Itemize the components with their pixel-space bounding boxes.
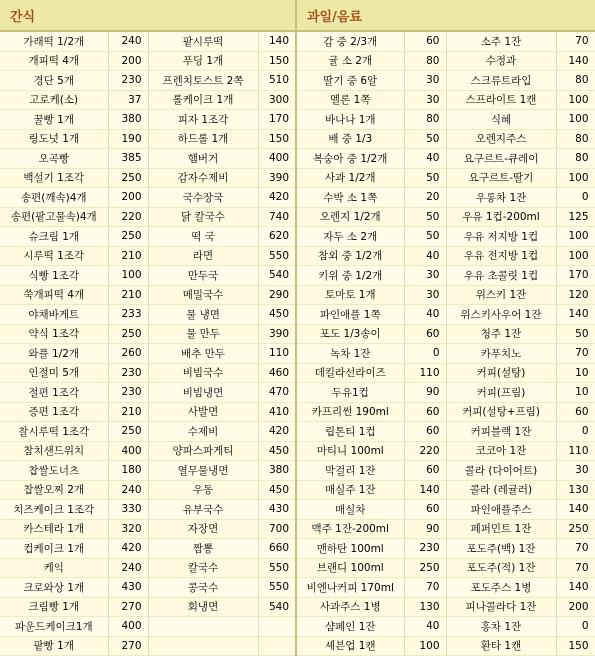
snack-name: 개피떡 4개 [0, 51, 108, 71]
table-row [0, 31, 595, 51]
meal-kcal: 140 [258, 31, 296, 51]
table-row [0, 168, 595, 188]
snack-name: 송편(팥고물속)4개 [0, 207, 108, 227]
meal-kcal: 400 [258, 149, 296, 169]
meal-name: 롤케이크 1개 [148, 90, 258, 110]
snack-kcal: 400 [108, 441, 148, 461]
fruit-name: 립톤티 1컵 [296, 422, 404, 442]
fruit-kcal: 30 [404, 71, 446, 91]
drink-name: 피나콜라다 1잔 [446, 597, 556, 617]
fruit-drink-section-header: 과일/음료 [296, 0, 595, 31]
drink-kcal: 140 [556, 578, 595, 598]
snack-kcal: 100 [108, 266, 148, 286]
snack-name: 시루떡 1조각 [0, 246, 108, 266]
snack-kcal: 230 [108, 363, 148, 383]
meal-name: 메밀국수 [148, 285, 258, 305]
meal-name: 팥시루떡 [148, 31, 258, 51]
drink-name: 식혜 [446, 110, 556, 130]
table-row [0, 519, 595, 539]
table-row [0, 227, 595, 247]
fruit-name: 카프리썬 190ml [296, 402, 404, 422]
fruit-name: 토마토 1개 [296, 285, 404, 305]
fruit-kcal: 60 [404, 422, 446, 442]
snack-name: 증편 1조각 [0, 402, 108, 422]
drink-name: 파인애플주스 [446, 500, 556, 520]
fruit-kcal: 40 [404, 305, 446, 325]
snack-kcal: 250 [108, 324, 148, 344]
meal-name: 하드롤 1개 [148, 129, 258, 149]
meal-name: 콩국수 [148, 578, 258, 598]
meal-name: 닭 칼국수 [148, 207, 258, 227]
drink-name: 수정과 [446, 51, 556, 71]
fruit-name: 배 중 1/3 [296, 129, 404, 149]
fruit-name: 키위 중 1/2개 [296, 266, 404, 286]
meal-name: 감자수제비 [148, 168, 258, 188]
meal-kcal: 700 [258, 519, 296, 539]
drink-kcal: 140 [556, 500, 595, 520]
drink-name: 요구르트-딸기 [446, 168, 556, 188]
meal-kcal: 510 [258, 71, 296, 91]
meal-kcal: 420 [258, 188, 296, 208]
table-row [0, 597, 595, 617]
drink-kcal: 80 [556, 129, 595, 149]
snack-kcal: 210 [108, 285, 148, 305]
table-row [0, 422, 595, 442]
table-row [0, 402, 595, 422]
drink-name: 포도주(적) 1잔 [446, 558, 556, 578]
fruit-name: 딸기 중 6알 [296, 71, 404, 91]
drink-name: 요구르트-큐레이 [446, 149, 556, 169]
drink-kcal: 10 [556, 383, 595, 403]
meal-name: 프렌치토스트 2쪽 [148, 71, 258, 91]
fruit-name: 맨하탄 100ml [296, 539, 404, 559]
fruit-name: 복숭아 중 1/2개 [296, 149, 404, 169]
snack-kcal: 190 [108, 129, 148, 149]
snack-kcal: 37 [108, 90, 148, 110]
snack-name: 찹쌀도너츠 [0, 461, 108, 481]
snack-name: 카스테라 1개 [0, 519, 108, 539]
drink-name: 포도주(백) 1잔 [446, 539, 556, 559]
drink-kcal: 100 [556, 90, 595, 110]
fruit-kcal: 250 [404, 558, 446, 578]
drink-kcal: 100 [556, 227, 595, 247]
snack-kcal: 240 [108, 558, 148, 578]
drink-name: 오렌지주스 [446, 129, 556, 149]
meal-kcal: 540 [258, 597, 296, 617]
snack-kcal: 270 [108, 636, 148, 656]
fruit-kcal: 30 [404, 90, 446, 110]
fruit-kcal: 60 [404, 461, 446, 481]
table-row [0, 149, 595, 169]
drink-name: 우유 초콜릿 1컵 [446, 266, 556, 286]
drink-kcal: 110 [556, 441, 595, 461]
meal-kcal: 450 [258, 441, 296, 461]
fruit-name: 멜론 1쪽 [296, 90, 404, 110]
fruit-name: 데킬라선라이즈 [296, 363, 404, 383]
table-row [0, 71, 595, 91]
drink-kcal: 140 [556, 305, 595, 325]
snack-kcal: 250 [108, 227, 148, 247]
snack-kcal: 240 [108, 480, 148, 500]
drink-name: 카푸치노 [446, 344, 556, 364]
fruit-name: 사과주스 1병 [296, 597, 404, 617]
fruit-kcal: 60 [404, 500, 446, 520]
table-row [0, 110, 595, 130]
drink-kcal: 125 [556, 207, 595, 227]
fruit-kcal: 140 [404, 480, 446, 500]
drink-kcal: 0 [556, 422, 595, 442]
drink-kcal: 70 [556, 539, 595, 559]
drink-kcal: 100 [556, 246, 595, 266]
snack-kcal: 210 [108, 402, 148, 422]
table-row [0, 539, 595, 559]
fruit-name: 막걸리 1잔 [296, 461, 404, 481]
table-row [0, 558, 595, 578]
drink-name: 우유 저지방 1컵 [446, 227, 556, 247]
meal-name: 유부국수 [148, 500, 258, 520]
snack-kcal: 233 [108, 305, 148, 325]
fruit-kcal: 20 [404, 188, 446, 208]
meal-kcal: 660 [258, 539, 296, 559]
snack-kcal: 385 [108, 149, 148, 169]
fruit-kcal: 220 [404, 441, 446, 461]
meal-kcal: 550 [258, 578, 296, 598]
meal-kcal: 740 [258, 207, 296, 227]
snack-name: 찰시루떡 1조각 [0, 422, 108, 442]
snack-name: 찹쌀오찌 2개 [0, 480, 108, 500]
meal-kcal: 420 [258, 422, 296, 442]
drink-kcal: 250 [556, 519, 595, 539]
meal-kcal: 380 [258, 461, 296, 481]
fruit-name: 사과 1/2개 [296, 168, 404, 188]
snack-kcal: 220 [108, 207, 148, 227]
meal-name: 국수장국 [148, 188, 258, 208]
drink-kcal: 120 [556, 285, 595, 305]
drink-kcal: 30 [556, 461, 595, 481]
drink-name: 우유 1컵-200ml [446, 207, 556, 227]
fruit-kcal: 60 [404, 31, 446, 51]
fruit-kcal: 130 [404, 597, 446, 617]
table-row [0, 90, 595, 110]
drink-name: 스크류트라입 [446, 71, 556, 91]
meal-name: 만두국 [148, 266, 258, 286]
table-row [0, 207, 595, 227]
drink-kcal: 70 [556, 344, 595, 364]
drink-kcal: 80 [556, 71, 595, 91]
meal-kcal [258, 636, 296, 656]
table-row [0, 305, 595, 325]
snack-name: 약식 1조각 [0, 324, 108, 344]
meal-kcal: 150 [258, 51, 296, 71]
drink-name: 우롱차 1잔 [446, 188, 556, 208]
drink-name: 홍차 1잔 [446, 617, 556, 637]
fruit-name: 귤 소 2개 [296, 51, 404, 71]
snack-kcal: 420 [108, 539, 148, 559]
snack-kcal: 200 [108, 51, 148, 71]
drink-kcal: 60 [556, 402, 595, 422]
snack-kcal: 250 [108, 168, 148, 188]
drink-name: 우유 전지방 1컵 [446, 246, 556, 266]
drink-name: 위스키 1잔 [446, 285, 556, 305]
snack-name: 크림빵 1개 [0, 597, 108, 617]
fruit-kcal: 50 [404, 129, 446, 149]
snack-name: 절편 1조각 [0, 383, 108, 403]
meal-name: 라면 [148, 246, 258, 266]
table-row [0, 246, 595, 266]
meal-kcal: 460 [258, 363, 296, 383]
snack-name: 백설기 1조각 [0, 168, 108, 188]
meal-name: 칼국수 [148, 558, 258, 578]
fruit-name: 매실차 [296, 500, 404, 520]
snack-kcal: 230 [108, 383, 148, 403]
drink-kcal: 170 [556, 266, 595, 286]
fruit-kcal: 110 [404, 363, 446, 383]
meal-name: 사발면 [148, 402, 258, 422]
fruit-kcal: 40 [404, 617, 446, 637]
table-row [0, 51, 595, 71]
fruit-name: 매실주 1잔 [296, 480, 404, 500]
snack-name: 크로와상 1개 [0, 578, 108, 598]
fruit-name: 두유1컵 [296, 383, 404, 403]
table-row [0, 500, 595, 520]
drink-name: 커피(설탕+프림) [446, 402, 556, 422]
meal-kcal: 170 [258, 110, 296, 130]
fruit-kcal: 60 [404, 324, 446, 344]
meal-name: 물 만두 [148, 324, 258, 344]
drink-name: 커피(설탕) [446, 363, 556, 383]
table-row [0, 636, 595, 656]
fruit-kcal: 100 [404, 636, 446, 656]
meal-name: 햄버거 [148, 149, 258, 169]
table-row [0, 285, 595, 305]
drink-kcal: 130 [556, 480, 595, 500]
meal-kcal: 430 [258, 500, 296, 520]
snack-name: 오곡빵 [0, 149, 108, 169]
snack-name: 꿀빵 1개 [0, 110, 108, 130]
snack-name: 참치샌드위치 [0, 441, 108, 461]
meal-name: 열무물냉면 [148, 461, 258, 481]
fruit-kcal: 80 [404, 110, 446, 130]
fruit-name: 셰븐업 1캔 [296, 636, 404, 656]
snack-name: 케익 [0, 558, 108, 578]
snack-name: 컵케이크 1개 [0, 539, 108, 559]
table-row [0, 617, 595, 637]
meal-kcal: 450 [258, 305, 296, 325]
snack-name: 치즈케이크 1조각 [0, 500, 108, 520]
meal-name: 떡 국 [148, 227, 258, 247]
snack-name: 링도넛 1개 [0, 129, 108, 149]
snack-kcal: 400 [108, 617, 148, 637]
fruit-name: 자두 소 2개 [296, 227, 404, 247]
table-body [0, 31, 595, 656]
fruit-kcal: 90 [404, 383, 446, 403]
table-row [0, 441, 595, 461]
fruit-name: 마티니 100ml [296, 441, 404, 461]
snack-kcal: 230 [108, 71, 148, 91]
snack-name: 인절미 5개 [0, 363, 108, 383]
drink-kcal: 70 [556, 31, 595, 51]
meal-kcal: 290 [258, 285, 296, 305]
meal-name [148, 636, 258, 656]
fruit-name: 맥주 1잔-200ml [296, 519, 404, 539]
fruit-kcal: 50 [404, 207, 446, 227]
snack-name: 식빵 1조각 [0, 266, 108, 286]
fruit-name: 바나나 1개 [296, 110, 404, 130]
meal-kcal: 550 [258, 558, 296, 578]
fruit-kcal: 30 [404, 266, 446, 286]
meal-kcal: 390 [258, 324, 296, 344]
meal-name: 피자 1조각 [148, 110, 258, 130]
drink-kcal: 70 [556, 558, 595, 578]
snack-name: 파운드케이크1개 [0, 617, 108, 637]
meal-name: 우동 [148, 480, 258, 500]
fruit-name: 브랜디 100ml [296, 558, 404, 578]
meal-kcal: 620 [258, 227, 296, 247]
meal-kcal: 470 [258, 383, 296, 403]
snack-kcal: 380 [108, 110, 148, 130]
meal-name [148, 617, 258, 637]
fruit-kcal: 50 [404, 168, 446, 188]
snack-kcal: 270 [108, 597, 148, 617]
snack-name: 고로케(소) [0, 90, 108, 110]
meal-name: 푸딩 1개 [148, 51, 258, 71]
fruit-kcal: 40 [404, 149, 446, 169]
snack-kcal: 330 [108, 500, 148, 520]
fruit-name: 파인애플 1쪽 [296, 305, 404, 325]
snack-name: 쑥개피떡 4개 [0, 285, 108, 305]
drink-kcal: 0 [556, 617, 595, 637]
meal-kcal: 550 [258, 246, 296, 266]
drink-name: 콜라 (다이어트) [446, 461, 556, 481]
fruit-kcal: 90 [404, 519, 446, 539]
drink-name: 페퍼민트 1잔 [446, 519, 556, 539]
fruit-kcal: 30 [404, 285, 446, 305]
meal-kcal: 410 [258, 402, 296, 422]
meal-kcal: 300 [258, 90, 296, 110]
snack-name: 송편(깨속)4개 [0, 188, 108, 208]
fruit-name: 참외 중 1/2개 [296, 246, 404, 266]
snack-name: 슈크림 1개 [0, 227, 108, 247]
snack-name: 와플 1/2개 [0, 344, 108, 364]
snack-kcal: 260 [108, 344, 148, 364]
drink-name: 환타 1캔 [446, 636, 556, 656]
meal-kcal: 390 [258, 168, 296, 188]
snack-name: 야채바게트 [0, 305, 108, 325]
meal-name: 회냉면 [148, 597, 258, 617]
table-row [0, 188, 595, 208]
fruit-kcal: 80 [404, 51, 446, 71]
table-row [0, 129, 595, 149]
drink-kcal: 200 [556, 597, 595, 617]
snack-kcal: 200 [108, 188, 148, 208]
drink-kcal: 150 [556, 636, 595, 656]
fruit-name: 오렌지 1/2개 [296, 207, 404, 227]
fruit-name: 샴페인 1잔 [296, 617, 404, 637]
fruit-name: 비엔나커피 170ml [296, 578, 404, 598]
fruit-kcal: 40 [404, 246, 446, 266]
meal-name: 자장면 [148, 519, 258, 539]
drink-kcal: 80 [556, 149, 595, 169]
drink-kcal: 140 [556, 51, 595, 71]
fruit-kcal: 230 [404, 539, 446, 559]
drink-name: 소주 1잔 [446, 31, 556, 51]
snack-kcal: 250 [108, 422, 148, 442]
meal-name: 배추 만두 [148, 344, 258, 364]
fruit-kcal: 0 [404, 344, 446, 364]
drink-name: 콜라 (레귤러) [446, 480, 556, 500]
fruit-name: 녹차 1잔 [296, 344, 404, 364]
meal-kcal [258, 617, 296, 637]
snack-kcal: 320 [108, 519, 148, 539]
snack-section-header: 간식 [0, 0, 296, 31]
drink-kcal: 100 [556, 110, 595, 130]
drink-kcal: 0 [556, 188, 595, 208]
meal-name: 비빔국수 [148, 363, 258, 383]
fruit-kcal: 50 [404, 227, 446, 247]
table-row [0, 324, 595, 344]
drink-kcal: 100 [556, 168, 595, 188]
snack-name: 경단 5개 [0, 71, 108, 91]
drink-name: 코코아 1잔 [446, 441, 556, 461]
fruit-kcal: 60 [404, 402, 446, 422]
meal-kcal: 110 [258, 344, 296, 364]
meal-kcal: 450 [258, 480, 296, 500]
drink-name: 청주 1잔 [446, 324, 556, 344]
drink-name: 포도주스 1병 [446, 578, 556, 598]
table-row [0, 461, 595, 481]
fruit-name: 감 중 2/3개 [296, 31, 404, 51]
drink-name: 커피블랙 1잔 [446, 422, 556, 442]
fruit-kcal: 70 [404, 578, 446, 598]
drink-name: 위스키사우어 1잔 [446, 305, 556, 325]
snack-name: 가래떡 1/2개 [0, 31, 108, 51]
drink-kcal: 50 [556, 324, 595, 344]
table-row [0, 344, 595, 364]
meal-name: 양파스파게티 [148, 441, 258, 461]
snack-name: 팥빵 1개 [0, 636, 108, 656]
meal-name: 짬뽕 [148, 539, 258, 559]
meal-kcal: 150 [258, 129, 296, 149]
meal-name: 수제비 [148, 422, 258, 442]
snack-kcal: 180 [108, 461, 148, 481]
fruit-name: 수박 소 1쪽 [296, 188, 404, 208]
snack-kcal: 240 [108, 31, 148, 51]
table-row [0, 578, 595, 598]
drink-kcal: 10 [556, 363, 595, 383]
table-row [0, 383, 595, 403]
fruit-name: 포도 1/3송이 [296, 324, 404, 344]
table-row [0, 480, 595, 500]
meal-name: 비빔냉면 [148, 383, 258, 403]
drink-name: 커피(프림) [446, 383, 556, 403]
snack-kcal: 430 [108, 578, 148, 598]
meal-kcal: 540 [258, 266, 296, 286]
table-row [0, 363, 595, 383]
table-row [0, 266, 595, 286]
snack-kcal: 210 [108, 246, 148, 266]
drink-name: 스프라이트 1캔 [446, 90, 556, 110]
meal-name: 물 냉면 [148, 305, 258, 325]
